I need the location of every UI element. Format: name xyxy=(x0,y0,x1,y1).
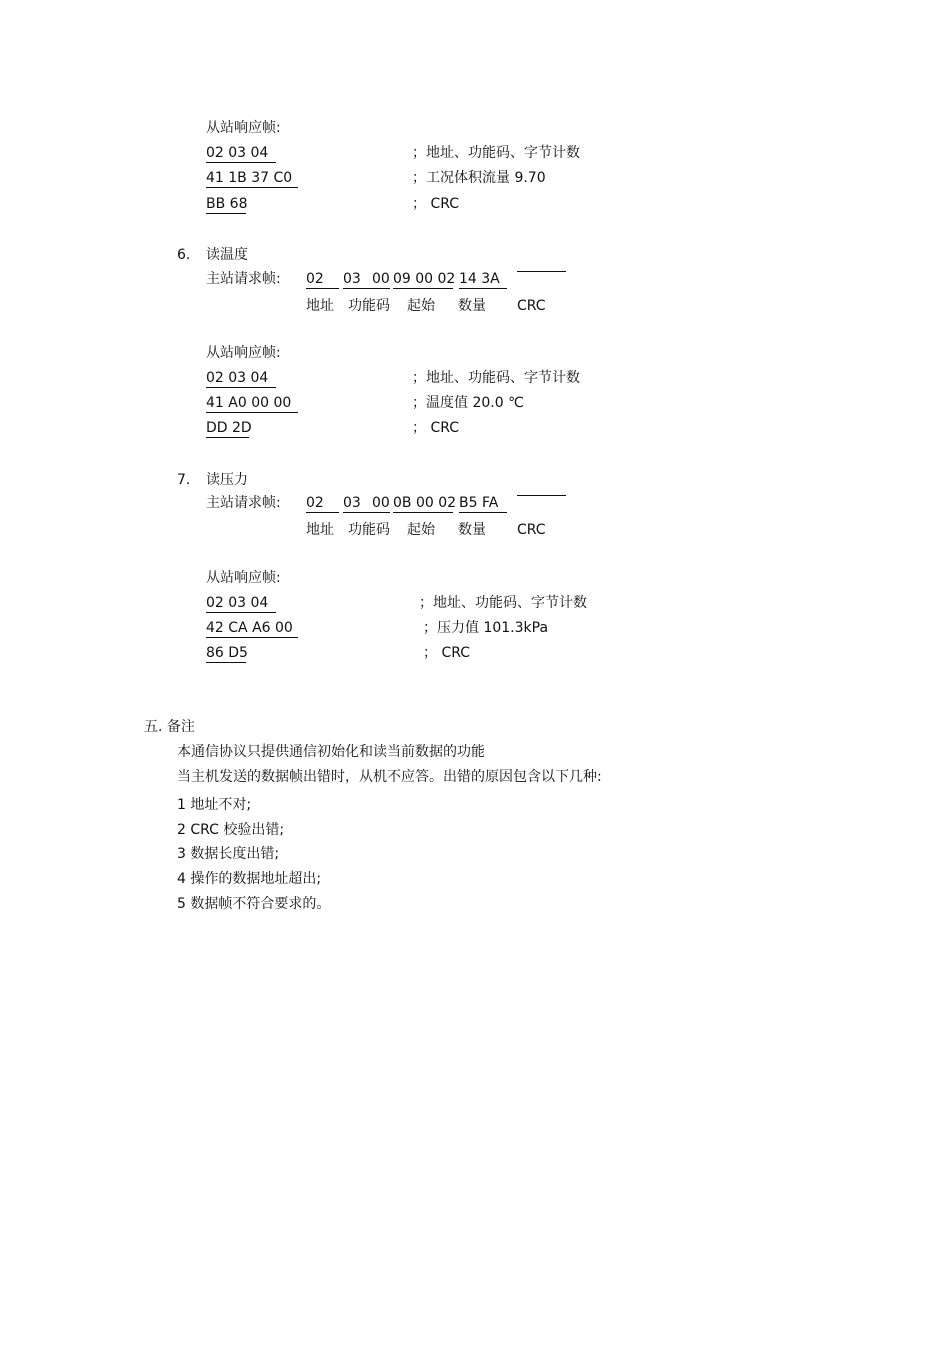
remarks-line: 1 地址不对; xyxy=(177,797,252,813)
hex-row-comment: ； CRC xyxy=(412,420,460,436)
field-label-start: 起始 xyxy=(407,298,435,314)
request-part-address: 02 xyxy=(306,495,339,513)
hex-row: 41 A0 00 00 xyxy=(206,395,298,413)
remarks-line: 5 数据帧不符合要求的。 xyxy=(177,896,331,912)
field-label-function: 功能码 xyxy=(348,298,390,314)
request-part-start-hi: 00 xyxy=(372,271,390,287)
request-part-count: 14 3A xyxy=(459,271,507,289)
hex-row: DD 2D xyxy=(206,420,252,436)
hex-row-comment: ；地址、功能码、字节计数 xyxy=(412,370,580,386)
hex-row-comment: ； CRC xyxy=(423,645,471,661)
remarks-line: 本通信协议只提供通信初始化和读当前数据的功能 xyxy=(177,744,485,760)
hex-row: BB 68 xyxy=(206,196,248,212)
request-part-start-hi: 00 xyxy=(372,495,390,511)
request-part-count: B5 FA xyxy=(459,495,507,513)
field-label-function: 功能码 xyxy=(348,522,390,538)
section-title: 读温度 xyxy=(206,247,248,263)
hex-row: 42 CA A6 00 xyxy=(206,620,298,638)
request-part-crc xyxy=(517,495,566,496)
request-frame-label: 主站请求帧: xyxy=(206,495,281,511)
remarks-line: 3 数据长度出错; xyxy=(177,846,280,862)
hex-row: 02 03 04 xyxy=(206,145,276,163)
request-part-start: 0B 00 02 xyxy=(393,495,457,511)
hex-row-comment: ；地址、功能码、字节计数 xyxy=(419,595,587,611)
remarks-heading: 五. 备注 xyxy=(144,719,195,735)
field-label-crc: CRC xyxy=(517,522,546,538)
section-number: 6. xyxy=(177,247,191,263)
remarks-line: 4 操作的数据地址超出; xyxy=(177,871,322,887)
response-frame-label: 从站响应帧: xyxy=(206,570,281,586)
section-number: 7. xyxy=(177,472,191,488)
field-label-start: 起始 xyxy=(407,522,435,538)
request-part-start: 09 00 02 xyxy=(393,271,456,287)
hex-row: 86 D5 xyxy=(206,645,248,661)
request-part-function: 03 xyxy=(343,271,390,289)
remarks-line: 2 CRC 校验出错; xyxy=(177,822,285,838)
response-frame-label: 从站响应帧: xyxy=(206,120,281,136)
hex-row-comment: ；工况体积流量 9.70 xyxy=(412,170,546,186)
hex-row: 41 1B 37 C0 xyxy=(206,170,298,188)
field-label-crc: CRC xyxy=(517,298,546,314)
section-title: 读压力 xyxy=(206,472,248,488)
request-part-address: 02 xyxy=(306,271,339,289)
hex-row-comment: ；地址、功能码、字节计数 xyxy=(412,145,580,161)
request-part-crc xyxy=(517,271,566,272)
hex-row-comment: ；压力值 101.3kPa xyxy=(423,620,549,636)
request-part-function: 03 xyxy=(343,495,390,513)
request-frame-label: 主站请求帧: xyxy=(206,271,281,287)
field-label-count: 数量 xyxy=(458,522,486,538)
hex-row: 02 03 04 xyxy=(206,595,276,613)
response-frame-label: 从站响应帧: xyxy=(206,345,281,361)
hex-row: 02 03 04 xyxy=(206,370,276,388)
hex-row-comment: ；温度值 20.0 ℃ xyxy=(412,395,524,411)
remarks-line: 当主机发送的数据帧出错时，从机不应答。出错的原因包含以下几种: xyxy=(177,769,602,785)
field-label-count: 数量 xyxy=(458,298,486,314)
hex-row-comment: ； CRC xyxy=(412,196,460,212)
field-label-address: 地址 xyxy=(306,522,334,538)
field-label-address: 地址 xyxy=(306,298,334,314)
